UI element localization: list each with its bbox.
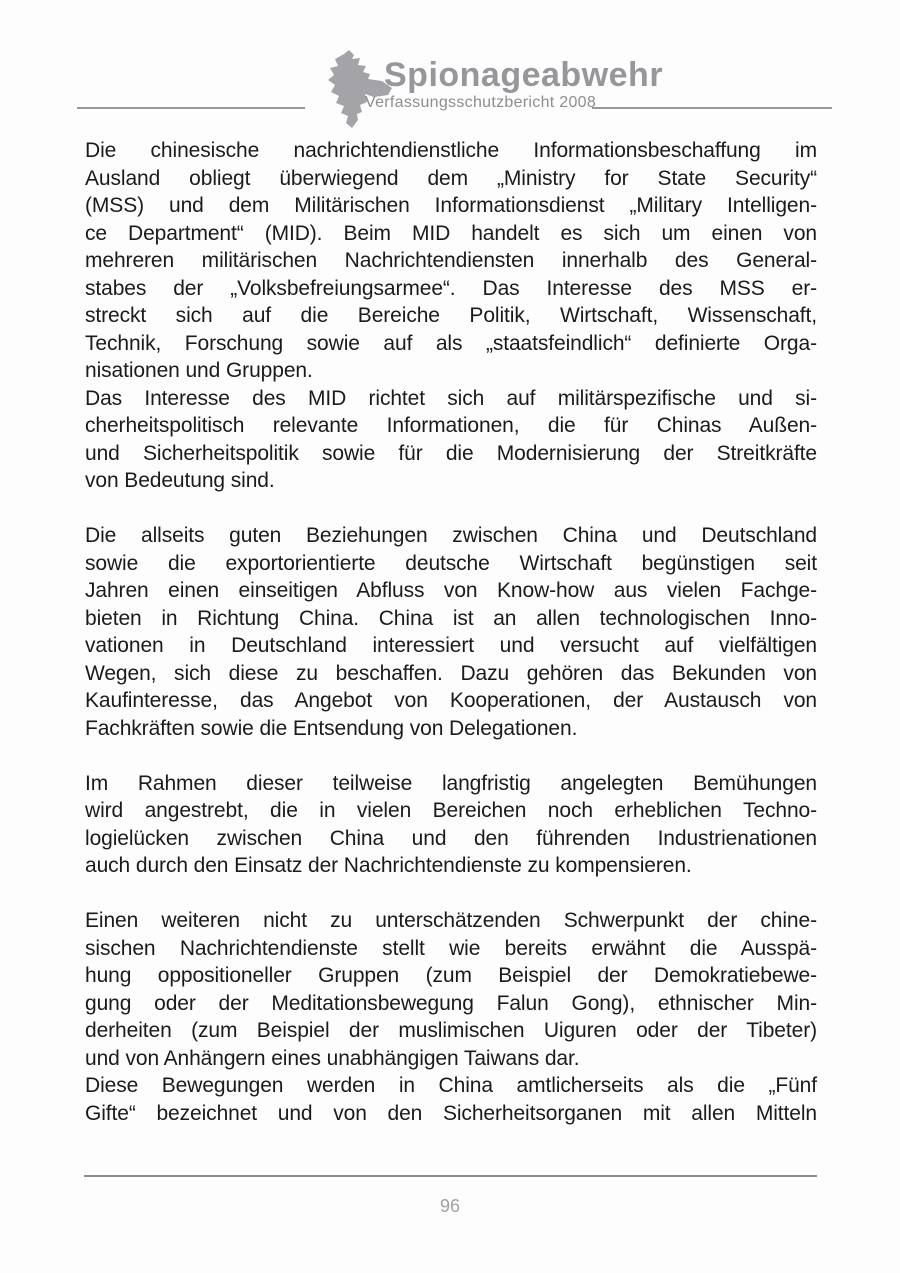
paragraph — [85, 907, 817, 1072]
text-line: mehreren militärischen Nachrichtendiensten innerhalb des General- — [85, 249, 817, 272]
text-line: Das Interesse des MID richtet sich auf militärspezifische und si- — [85, 386, 817, 410]
text-line: derheiten (zum Beispiel der muslimischen Uiguren oder der Tibeter) — [85, 1019, 817, 1042]
text-line: Wegen, sich diese zu beschaffen. Dazu gehören das Bekunden von — [85, 661, 817, 685]
text-line: und Sicherheitspolitik sowie für die Modernisierung der Streitkräfte — [85, 441, 817, 465]
footer-rule — [84, 1175, 817, 1177]
text-line: Einen weiteren nicht zu unterschätzenden Schwerpunkt der chine- — [85, 909, 817, 932]
page-header — [0, 0, 900, 132]
header-rule-right — [592, 107, 832, 109]
report-subtitle: Verfassungsschutzbericht 2008 — [365, 94, 597, 111]
chapter-title: Spionageabwehr — [384, 56, 664, 94]
text-line: logielücken zwischen China und den führenden Industrienationen — [85, 826, 817, 850]
paragraph — [85, 1072, 817, 1127]
text-line: hung oppositioneller Gruppen (zum Beispiel der Demokratiebewe- — [85, 964, 817, 987]
text-line: vationen in Deutschland interessiert und versucht auf vielfältigen — [85, 634, 817, 657]
text-line: Jahren einen einseitigen Abfluss von Know-how aus vielen Fachge- — [85, 579, 817, 602]
paragraph — [85, 522, 817, 742]
text-line: Technik, Forschung sowie auf als „staatsfeindlich“ definierte Orga- — [85, 331, 817, 355]
text-line: ce Department“ (MID). Beim MID handelt es sich um einen von — [85, 221, 817, 245]
text-line: auch durch den Einsatz der Nachrichtendienste zu kompensieren. — [85, 854, 692, 877]
text-line: nisationen und Gruppen. — [85, 359, 313, 382]
text-line: sischen Nachrichtendienste stellt wie bereits erwähnt die Ausspä- — [85, 936, 817, 960]
text-line: Die allseits guten Beziehungen zwischen China und Deutschland — [85, 524, 817, 547]
header-rule-left — [77, 107, 305, 109]
text-line: Diese Bewegungen werden in China amtlicherseits als die „Fünf — [85, 1074, 817, 1097]
text-line: Gifte“ bezeichnet und von den Sicherheitsorganen mit allen Mitteln — [85, 1101, 817, 1125]
paragraph — [85, 385, 817, 495]
text-line: (MSS) und dem Militärischen Informationsdienst „Military Intelligen- — [85, 194, 817, 217]
text-line: Die chinesische nachrichtendienstliche Informationsbeschaffung im — [85, 139, 817, 162]
text-line: Ausland obliegt überwiegend dem „Ministry for State Security“ — [85, 166, 817, 190]
text-line: Fachkräften sowie die Entsendung von Delegationen. — [85, 716, 578, 740]
paragraph — [85, 770, 817, 880]
text-line: und von Anhängern eines unabhängigen Taiwans dar. — [85, 1046, 580, 1070]
text-line: Im Rahmen dieser teilweise langfristig angelegten Bemühungen — [85, 771, 817, 795]
text-line: sowie die exportorientierte deutsche Wirtschaft begünstigen seit — [85, 551, 817, 575]
text-line: Kaufinteresse, das Angebot von Kooperationen, der Austausch von — [85, 689, 817, 712]
page-number: 96 — [439, 1196, 461, 1216]
text-line: wird angestrebt, die in vielen Bereichen noch erheblichen Techno- — [85, 799, 817, 822]
body-text — [85, 137, 817, 1127]
saxony-anhalt-map-icon — [308, 50, 392, 128]
text-line: bieten in Richtung China. China ist an allen technologischen Inno- — [85, 606, 817, 630]
text-line: von Bedeutung sind. — [85, 469, 275, 492]
paragraph — [85, 137, 817, 385]
text-line: stabes der „Volksbefreiungsarmee“. Das Interesse des MSS er- — [85, 276, 817, 300]
text-line: cherheitspolitisch relevante Informationen, die für Chinas Außen- — [85, 414, 817, 437]
text-line: gung oder der Meditationsbewegung Falun Gong), ethnischer Min- — [85, 991, 817, 1015]
text-line: streckt sich auf die Bereiche Politik, Wirtschaft, Wissenschaft, — [85, 304, 817, 327]
